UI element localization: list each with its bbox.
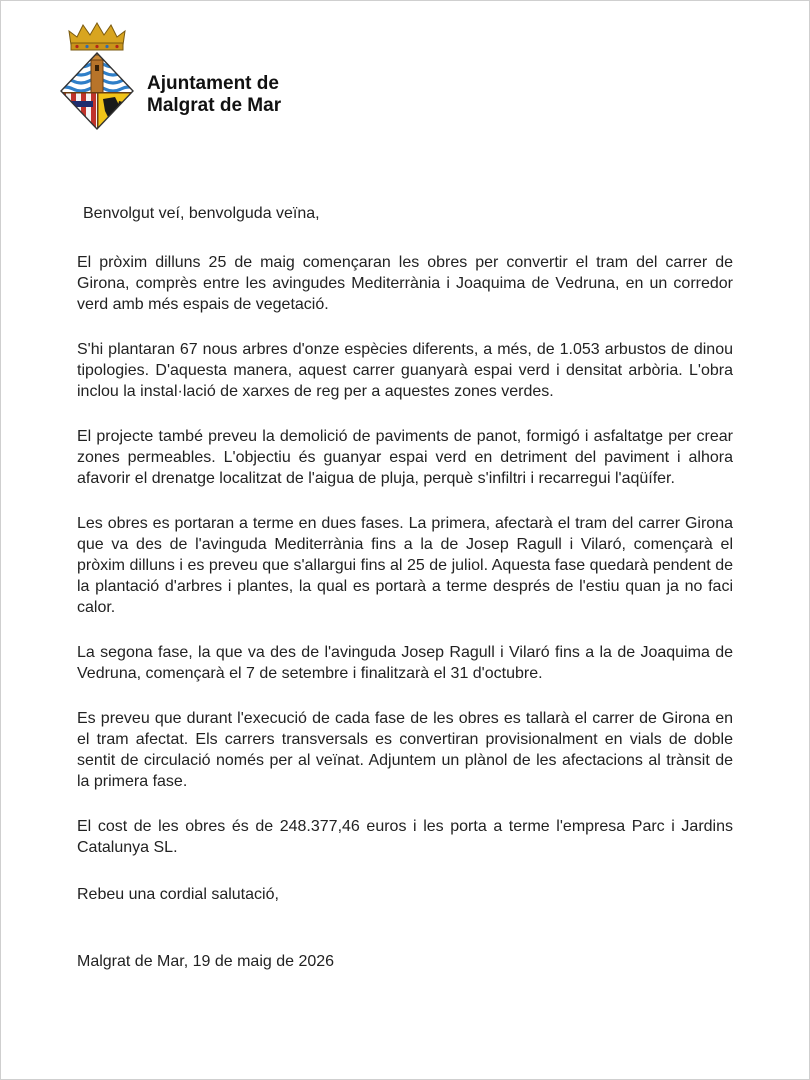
organization-name [147, 73, 281, 117]
paragraph-1: El pròxim dilluns 25 de maig començaran les obres per convertir el tram del carrer de Girona, comprès entre les avingudes Mediterrània i Joaquima de Vedruna, en un corredor verd amb més espais de vegetació. [77, 254, 733, 313]
coat-of-arms-logo [57, 15, 137, 133]
letter-body [77, 203, 733, 972]
paragraph-6: Es preveu que durant l'execució de cada fase de les obres es tallarà el carrer de Girona en el tram afectat. Els carrers transversals es convertiran provisionalment en vials de doble sentit de circulació només per al veïnat. Adjuntem un plànol de les afectacions al trànsit de la primera fase. [77, 710, 733, 790]
paragraph-3: El projecte també preveu la demolició de paviments de panot, formigó i asfaltatge per crear zones permeables. L'objectiu és guanyar espai verd en detriment del paviment i alhora afavorir el drenatge localitzat de l'aigua de pluja, perquè s'infiltri i recarregui l'aqüífer. [77, 428, 733, 487]
closing: Rebeu una cordial salutació, [77, 886, 279, 903]
paragraph-4: Les obres es portaran a terme en dues fases. La primera, afectarà el tram del carrer Girona que va des de l'avinguda Mediterrània fins a la de Josep Ragull i Vilaró, començarà el pròxim dilluns i es preveu que s'allargui fins al 25 de juliol. Aquesta fase quedarà pendent de la plantació d'arbres i plantes, la qual es portarà a terme després de l'estiu quan ja no faci calor. [77, 515, 733, 616]
place-date: Malgrat de Mar, 19 de maig de 2026 [77, 953, 335, 970]
crown-icon [69, 23, 125, 50]
org-name-line-2: Malgrat de Mar [147, 95, 282, 116]
greeting: Benvolgut veí, benvolguda veïna, [83, 205, 320, 222]
paragraph-5: La segona fase, la que va des de l'avinguda Josep Ragull i Vilaró fins a la de Joaquima de Vedruna, començarà el 7 de setembre i finalitzarà el 31 d'octubre. [77, 644, 733, 682]
paragraph-7: El cost de les obres és de 248.377,46 euros i les porta a terme l'empresa Parc i Jardins Catalunya SL. [77, 818, 733, 856]
paragraph-2: S'hi plantaran 67 nous arbres d'onze espècies diferents, a més, de 1.053 arbustos de dinou tipologies. D'aquesta manera, aquest carrer guanyarà espai verd i densitat arbòria. L'obra inclou la instal·lació de xarxes de reg per a aquestes zones verdes. [77, 341, 733, 400]
org-name-line-1: Ajuntament de [147, 73, 279, 94]
